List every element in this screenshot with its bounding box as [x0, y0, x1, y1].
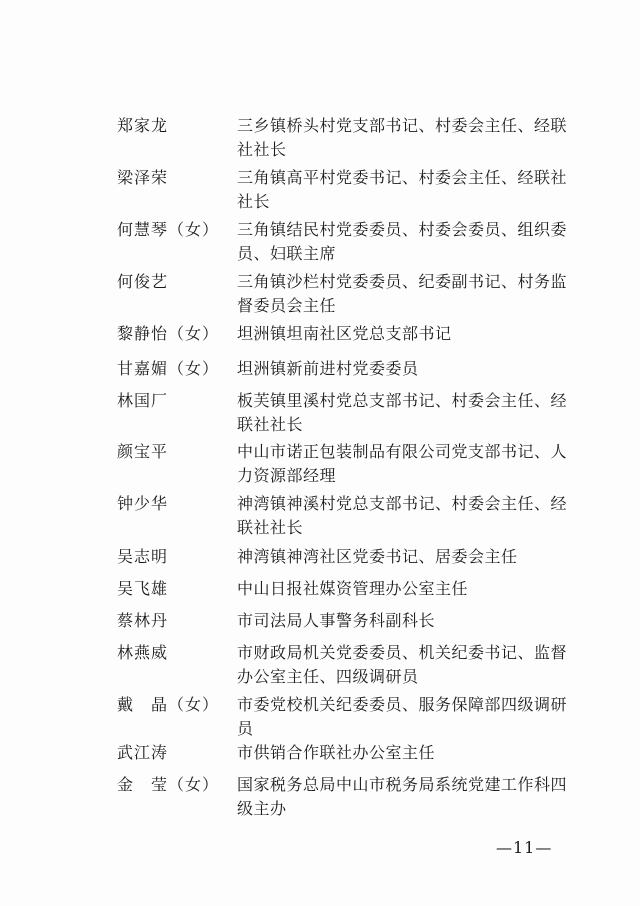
person-name: 颜宝平 [117, 442, 169, 461]
person-name: 金 莹（女） [117, 775, 220, 794]
list-item [0, 741, 640, 773]
person-name: 蔡林丹 [117, 611, 169, 630]
person-position: 神湾镇神湾社区党委书记、居委会主任 [237, 547, 518, 566]
person-position: 市财政局机关党委委员、机关纪委书记、监督办公室主任、四级调研员 [237, 643, 568, 686]
person-name: 甘嘉媚（女） [117, 359, 220, 378]
list-item [0, 577, 640, 609]
person-position: 市供销合作联社办公室主任 [237, 743, 436, 762]
person-name: 郑家龙 [117, 116, 169, 135]
person-position: 中山市诺正包装制品有限公司党支部书记、人力资源部经理 [237, 442, 568, 485]
person-name: 戴 晶（女） [117, 695, 220, 714]
list-item [0, 114, 640, 166]
list-item [0, 492, 640, 545]
name-list [0, 114, 640, 825]
person-name: 梁泽荣 [117, 168, 169, 187]
person-position: 三乡镇桥头村党支部书记、村委会主任、经联社社长 [237, 116, 568, 159]
person-name: 林国厂 [117, 391, 169, 410]
list-item [0, 357, 640, 389]
list-item [0, 440, 640, 492]
list-item [0, 218, 640, 270]
list-item [0, 609, 640, 641]
person-name: 吴志明 [117, 547, 169, 566]
list-item [0, 166, 640, 218]
person-position: 三角镇结民村党委委员、村委会委员、组织委员、妇联主席 [237, 220, 568, 263]
person-name: 黎静怡（女） [117, 324, 220, 343]
person-name: 钟少华 [117, 494, 169, 513]
person-name: 武江涛 [117, 743, 169, 762]
person-position: 坦洲镇坦南社区党总支部书记 [237, 324, 452, 343]
person-position: 坦洲镇新前进村党委委员 [237, 359, 419, 378]
person-position: 国家税务总局中山市税务局系统党建工作科四级主办 [237, 775, 568, 818]
person-name: 吴飞雄 [117, 579, 169, 598]
list-item [0, 270, 640, 322]
person-name: 林燕威 [117, 643, 169, 662]
person-position: 三角镇高平村党委书记、村委会主任、经联社社长 [237, 168, 568, 211]
list-item [0, 322, 640, 357]
list-item [0, 389, 640, 440]
person-name: 何俊艺 [117, 272, 169, 291]
person-position: 神湾镇神溪村党总支部书记、村委会主任、经联社社长 [237, 494, 568, 537]
person-position: 三角镇沙栏村党委委员、纪委副书记、村务监督委员会主任 [237, 272, 568, 315]
list-item [0, 641, 640, 693]
person-position: 中山日报社媒资管理办公室主任 [237, 579, 469, 598]
list-item [0, 773, 640, 825]
page-number: —11— [496, 838, 553, 857]
person-name: 何慧琴（女） [117, 220, 220, 239]
list-item [0, 545, 640, 577]
list-item [0, 693, 640, 741]
person-position: 市委党校机关纪委委员、服务保障部四级调研员 [237, 695, 568, 738]
person-position: 板芙镇里溪村党总支部书记、村委会主任、经联社社长 [237, 391, 568, 434]
person-position: 市司法局人事警务科副科长 [237, 611, 436, 630]
